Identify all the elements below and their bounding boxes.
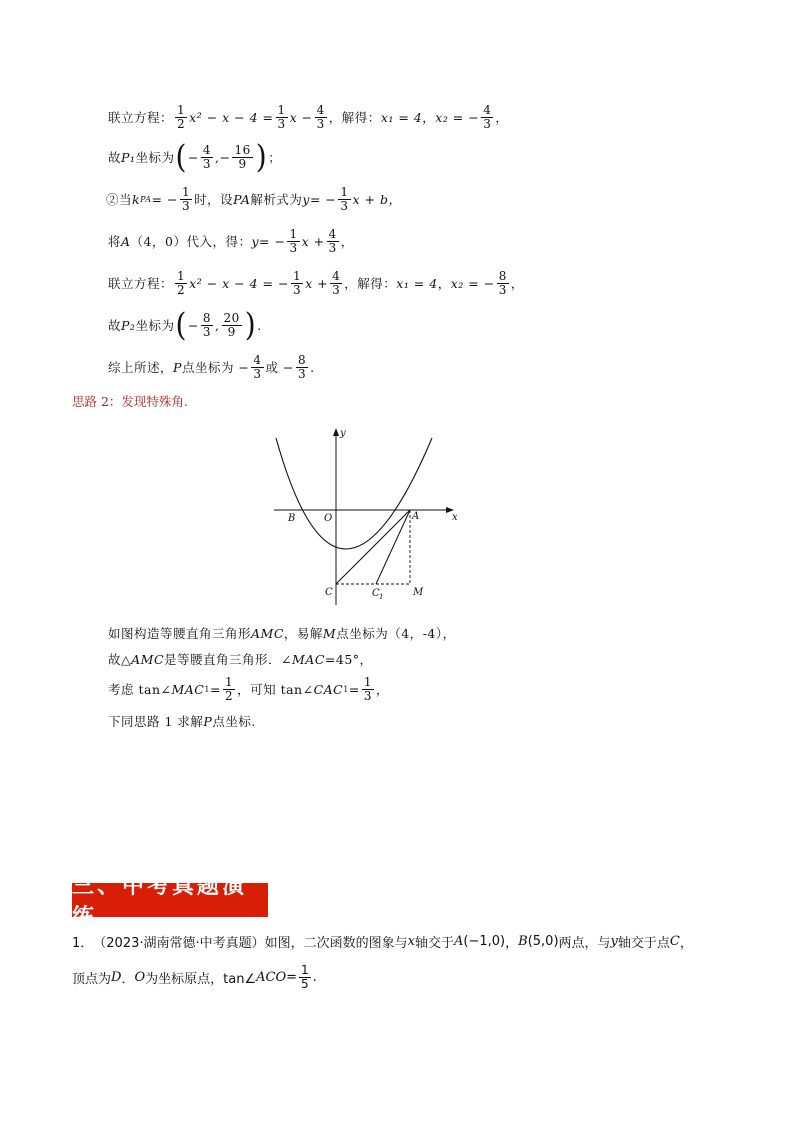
fraction: $\frac{4}{3}$ (332, 268, 341, 297)
label-x: x (452, 512, 458, 523)
segment-AC1 (376, 510, 410, 584)
math: MAC (292, 651, 325, 667)
fraction: $\frac{1}{3}$ (340, 184, 349, 213)
text: 联立方程： (108, 276, 174, 291)
math: ACO (256, 970, 287, 985)
text: 两点，与 (558, 936, 611, 951)
fraction: $\frac{8}{3}$ (498, 268, 507, 297)
text: = − (309, 191, 337, 207)
fraction: $\frac{20}{9}$ (223, 310, 240, 339)
label-B: B (288, 513, 296, 524)
fraction: $\frac{4}{3}$ (202, 142, 212, 171)
equation-line-4 (108, 226, 354, 256)
text: ②当 (106, 192, 133, 207)
math: y (251, 233, 260, 249)
text: , (215, 317, 220, 333)
text: 故 (108, 318, 122, 333)
math: O (134, 970, 146, 985)
math: x − (289, 109, 313, 125)
label-A: A (412, 511, 420, 522)
math: (−1,0) (463, 934, 506, 949)
text: ， (495, 110, 509, 125)
text: ； (268, 150, 282, 165)
text: . (310, 359, 315, 375)
math: x² − x − 4 = − (189, 275, 289, 291)
text: ，解得： (328, 110, 381, 125)
fraction: $\frac{1}{3}$ (292, 268, 302, 297)
text: 下同思路 1 求解 (108, 714, 204, 729)
approach-2-heading: 思路 2：发现特殊角. (72, 394, 188, 409)
question-source: （2023·湖南常德·中考真题） (93, 936, 265, 951)
math: x + b， (352, 192, 402, 207)
equation-line-1 (108, 102, 508, 132)
segment-AC (336, 510, 410, 584)
explain-line-2 (108, 644, 373, 674)
label-C1: C (372, 588, 380, 599)
equation-line-2: 故 P₁ 坐标为 ( − $\frac{4}{3}$ ,− $\frac{16}{9}$ ) ； (108, 137, 282, 176)
text: ，解得： (344, 276, 397, 291)
fraction: $\frac{1}{3}$ (363, 674, 372, 703)
text: 点坐标为 − (181, 360, 250, 375)
text: 解析式为 (250, 192, 303, 207)
math: P (203, 713, 213, 729)
text: ,− (215, 149, 231, 165)
text: − (187, 317, 199, 333)
math: x₂ = − (435, 109, 480, 125)
text: ， (679, 936, 693, 951)
text: ， (422, 110, 436, 125)
label-O: O (324, 513, 333, 524)
text: = − (259, 233, 286, 249)
equation-line-5 (108, 268, 524, 298)
math: D (111, 970, 122, 985)
text: ， (505, 936, 519, 951)
text: 综上所述， (108, 360, 174, 375)
fraction: $\frac{4}{3}$ (328, 226, 337, 255)
text: ，可知 tan∠ (237, 682, 314, 697)
explain-line-4 (108, 706, 256, 736)
math: P (173, 359, 182, 375)
fraction: $\frac{1}{3}$ (181, 184, 191, 213)
math: x₂ = − (450, 275, 495, 291)
math: AMC (251, 625, 284, 641)
label-M: M (413, 587, 424, 598)
text: 轴交于点 (617, 936, 670, 951)
math: y (610, 934, 618, 949)
math: A (454, 934, 464, 949)
math: (5,0) (527, 934, 559, 949)
math: x (407, 934, 415, 949)
parabola-figure (268, 420, 468, 610)
question-number: 1． (72, 936, 94, 951)
text: 联立方程： (108, 110, 174, 125)
text: ， (437, 276, 451, 291)
label-C1-sub: 1 (379, 593, 384, 601)
math: x + (301, 233, 325, 249)
math: PA (233, 191, 251, 207)
fraction: $\frac{4}{3}$ (253, 352, 262, 381)
text: 或 − (265, 360, 294, 375)
fraction: $\frac{1}{3}$ (277, 102, 286, 131)
label-C: C (325, 587, 333, 598)
parabola-curve (276, 438, 432, 549)
text: . (257, 317, 262, 333)
explain-line-3: 考虑 tan∠ MAC 1 = $\frac{1}{2}$ ，可知 tan∠ CAC 1 = $\frac{1}{3}$ ， (108, 674, 389, 703)
text: =45°， (324, 652, 373, 667)
text: . (312, 970, 317, 985)
text: 如图构造等腰直角三角形 (108, 626, 252, 641)
math: k (132, 191, 141, 207)
equation-line-6: 故 P₂ 坐标为 ( − $\frac{8}{3}$ , $\frac{20}{9}$ ) . (108, 305, 262, 344)
math: MAC (171, 681, 205, 697)
text: ，易解 (283, 626, 323, 641)
text: 是等腰直角三角形．∠ (164, 652, 292, 667)
fraction: $\frac{1}{3}$ (289, 226, 298, 255)
text: ． (121, 972, 135, 987)
y-axis-arrow (333, 428, 339, 436)
fraction: $\frac{16}{9}$ (234, 142, 251, 171)
question-1-line-1 (72, 932, 693, 951)
text: 故△ (108, 652, 132, 667)
equation-line-3: ②当 k PA = − $\frac{1}{3}$ 时，设 PA 解析式为 y = − $\frac{1}{3}$ x + b， (106, 184, 402, 213)
text: 点坐标. (212, 714, 256, 729)
text: ， (340, 234, 354, 249)
text: 坐标为 (135, 318, 175, 333)
section-banner: 三、中考真题演练 (72, 883, 268, 917)
text: = (286, 970, 298, 985)
text: 轴交于 (415, 936, 455, 951)
math: y (302, 191, 310, 207)
text: = (209, 681, 221, 697)
math: B (518, 934, 528, 949)
text: ， (510, 276, 524, 291)
text: 顶点为 (72, 972, 112, 987)
text: 将 (108, 234, 122, 249)
math: A (121, 233, 131, 249)
fraction: $\frac{1}{2}$ (177, 268, 186, 297)
text: 时，设 (194, 192, 234, 207)
fraction: $\frac{1}{5}$ (301, 963, 309, 991)
fraction: $\frac{4}{3}$ (316, 102, 325, 131)
fraction: $\frac{8}{3}$ (297, 352, 307, 381)
math: x₁ = 4 (396, 275, 438, 291)
label-y: y (340, 428, 346, 439)
fraction: $\frac{8}{3}$ (202, 310, 212, 339)
math: x² − x − 4 = (189, 109, 274, 125)
math: P₁ (121, 149, 136, 165)
math: AMC (131, 651, 165, 667)
fraction: $\frac{1}{2}$ (177, 102, 186, 131)
math: C (669, 934, 680, 949)
math: x₁ = 4 (380, 109, 423, 125)
text: 为坐标原点，tan∠ (145, 972, 257, 987)
text: 如图，二次函数的图象与 (264, 936, 408, 951)
text: 考虑 tan∠ (108, 682, 172, 697)
equation-line-7 (108, 352, 315, 382)
question-1-line-2 (72, 964, 317, 991)
text: ， (375, 682, 389, 697)
text: = (348, 681, 360, 697)
text: 故 (108, 150, 122, 165)
math: x + (305, 275, 329, 291)
fraction: $\frac{1}{2}$ (224, 674, 234, 703)
text: 坐标为 (135, 150, 175, 165)
math: CAC (313, 681, 344, 697)
text: 点坐标为（4，-4）， (336, 626, 456, 641)
math: P₂ (121, 317, 136, 333)
text: − (187, 149, 199, 165)
text: （4，0）代入，得： (130, 234, 252, 249)
fraction: $\frac{4}{3}$ (483, 102, 492, 131)
math: M (322, 625, 337, 641)
text: = − (151, 191, 178, 207)
